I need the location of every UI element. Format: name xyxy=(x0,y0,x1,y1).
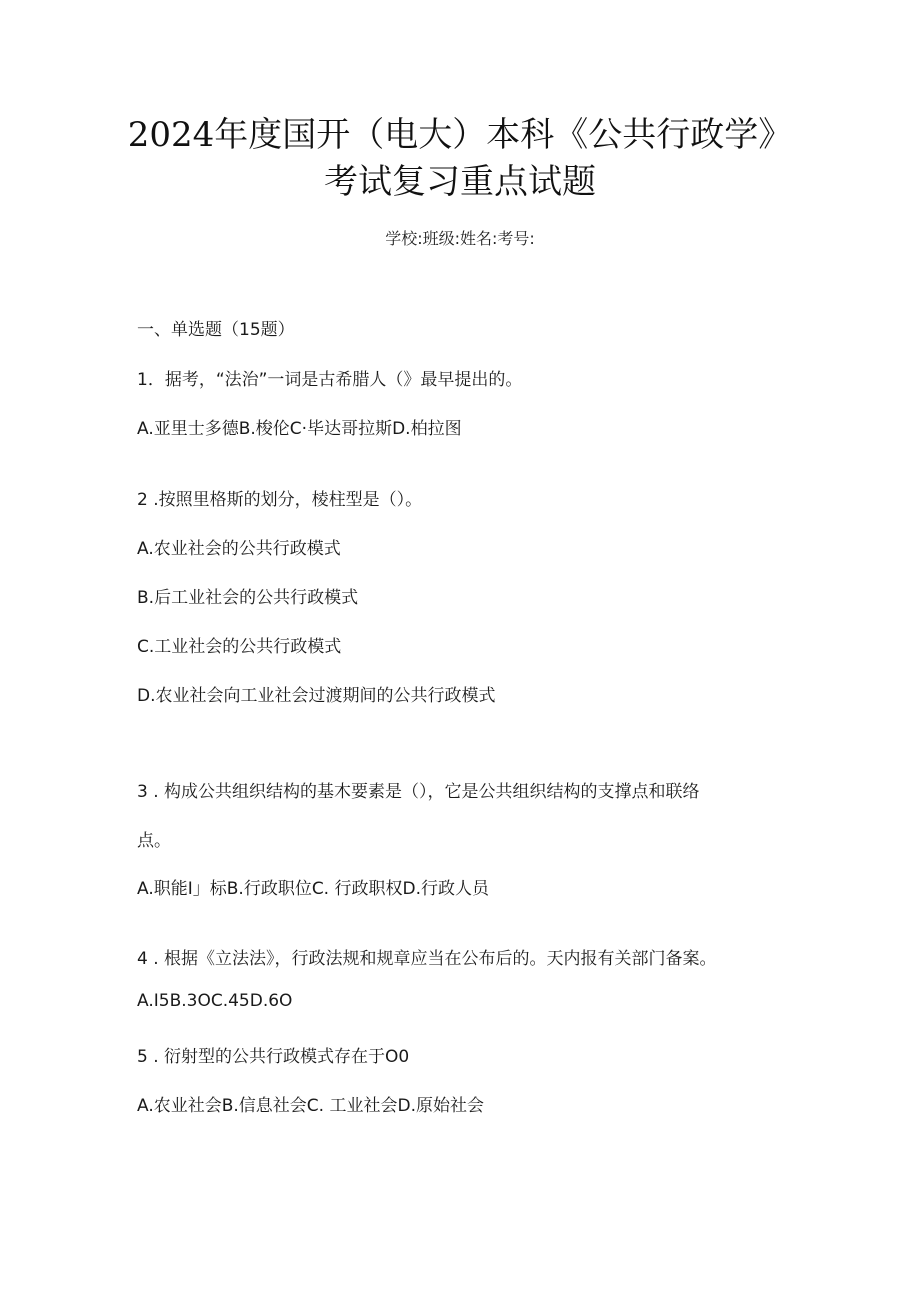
question-4-options: A.I5B.3OC.45D.6O xyxy=(137,991,293,1011)
question-3-stem-line-2: 点。 xyxy=(137,831,171,851)
question-3-stem-line-1: 3 . 构成公共组织结构的基木要素是（），它是公共组织结构的支撑点和联络 xyxy=(137,782,700,802)
document-title-line-2: 考试复习重点试题 xyxy=(324,162,596,202)
question-3-options: A.职能I」标B.行政职位C. 行政职权D.行政人员 xyxy=(137,879,489,899)
question-5-options: A.农业社会B.信息社会C. 工业社会D.原始社会 xyxy=(137,1096,484,1116)
question-2-option-d: D.农业社会向工业社会过渡期间的公共行政模式 xyxy=(137,686,496,706)
question-4-stem: 4 . 根据《立法法》，行政法规和规章应当在公布后的。天内报有关部门备案。 xyxy=(137,949,717,969)
question-2-option-a: A.农业社会的公共行政模式 xyxy=(137,539,341,559)
question-1-stem: 1．据考，“法治”一词是古希腊人（》最早提出的。 xyxy=(137,370,523,390)
section-heading: 一、单选题（15题） xyxy=(137,320,295,340)
question-2-option-b: B.后工业社会的公共行政模式 xyxy=(137,588,359,608)
document-title-line-1: 2024年度国开（电大）本科《公共行政学》 xyxy=(127,115,793,155)
student-info-line: 学校:班级:姓名:考号: xyxy=(385,229,535,248)
question-2-stem: 2 .按照里格斯的划分，棱柱型是（）。 xyxy=(137,490,423,510)
question-2-option-c: C.工业社会的公共行政模式 xyxy=(137,637,342,657)
question-1-options: A.亚里士多德B.梭伦C·毕达哥拉斯D.柏拉图 xyxy=(137,419,462,439)
question-5-stem: 5 . 衍射型的公共行政模式存在于O0 xyxy=(137,1047,410,1067)
